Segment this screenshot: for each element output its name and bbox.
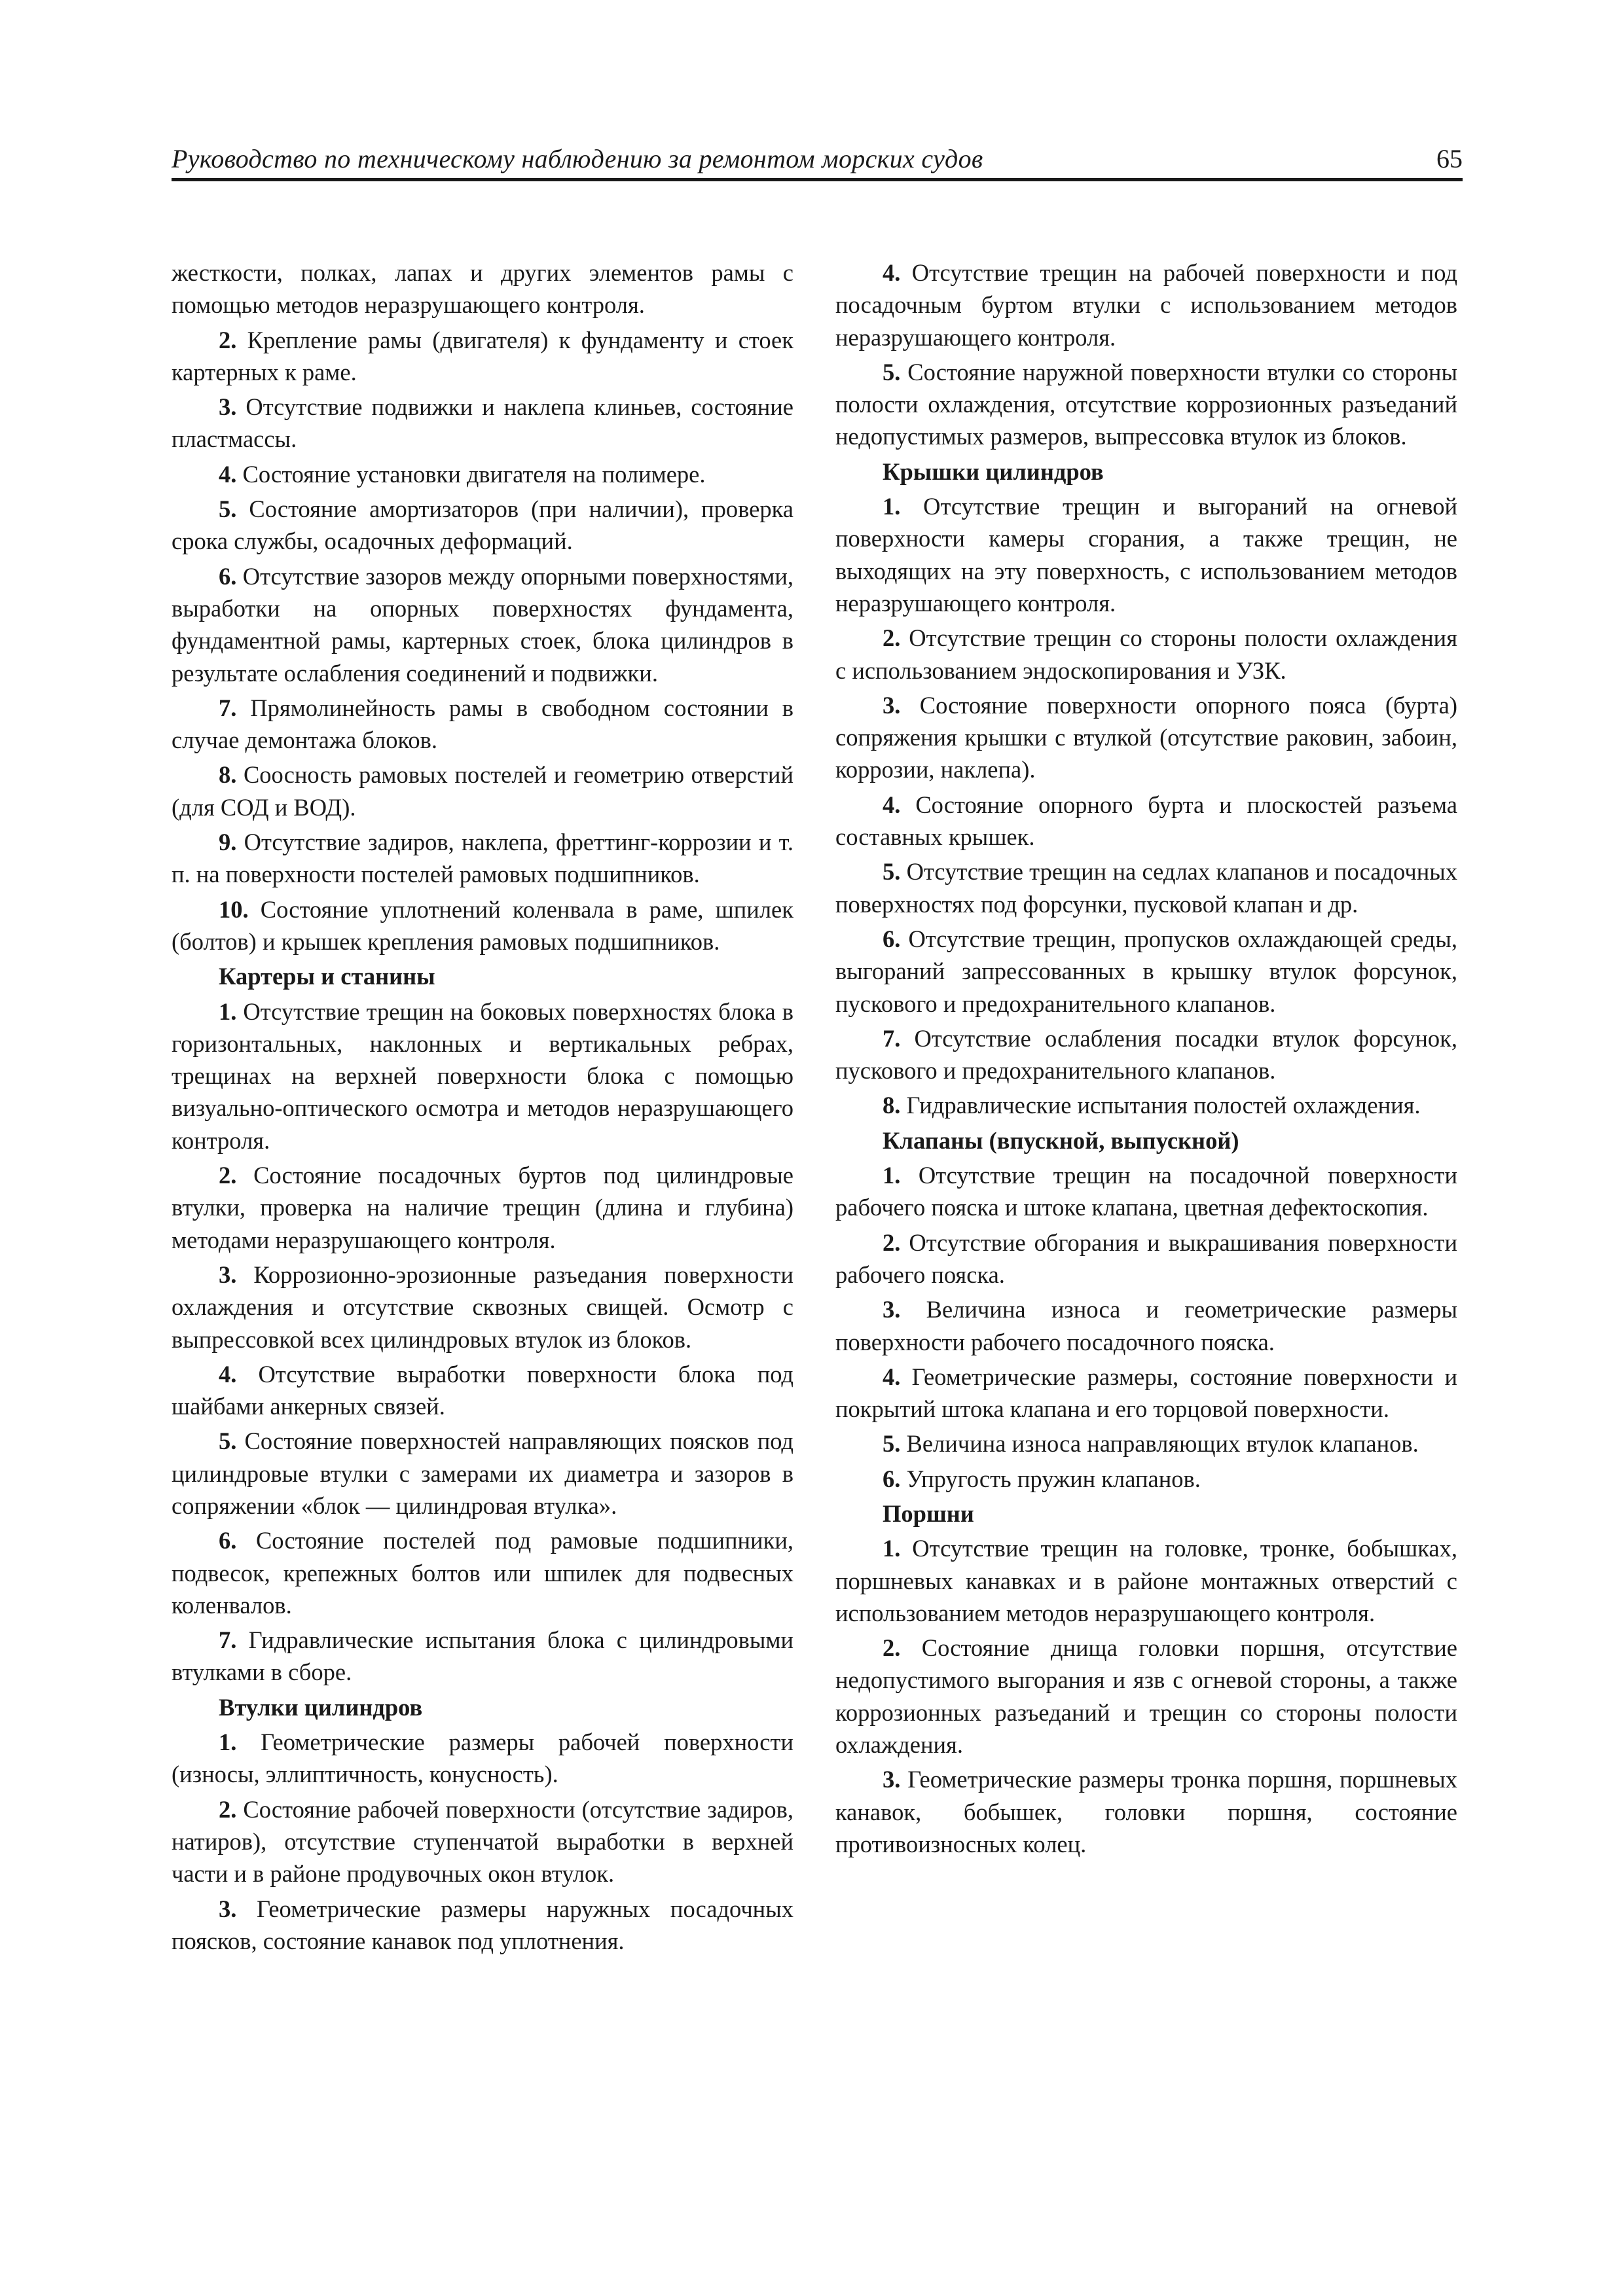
list-item: 5. Состояние амортизаторов (при наличии), проверка срока службы, осадочных деформаций.	[172, 495, 793, 555]
section-heading-liners: Втулки цилиндров	[219, 1693, 423, 1721]
item-number: 3.	[883, 1766, 901, 1793]
list-item: 7. Гидравлические испытания блока с цилиндровыми втулками в сборе.	[172, 1626, 793, 1686]
section-heading-carters: Картеры и станины	[219, 963, 435, 990]
list-item: 2. Крепление рамы (двигателя) к фундаменту и стоек картерных к раме.	[172, 326, 793, 386]
list-item: 5. Состояние поверхностей направляющих поясков под цилиндровые втулки с замерами их диаметра и зазоров в сопряжении «блок — цилиндровая втулка».	[172, 1427, 793, 1519]
section-heading-valves: Клапаны (впускной, выпускной)	[883, 1126, 1239, 1154]
list-item: 3. Коррозионно-эрозионные разъедания поверхности охлаждения и отсутствие сквозных свищей. Осмотр с выпрессовкой всех цилиндровых втулок из блоков.	[172, 1261, 793, 1353]
item-number: 5.	[883, 358, 901, 386]
list-item: 10. Состояние уплотнений коленвала в раме, шпилек (болтов) и крышек крепления рамовых подшипников.	[172, 895, 793, 955]
list-item: 6. Состояние постелей под рамовые подшипники, подвесок, крепежных болтов или шпилек для подвесных коленвалов.	[172, 1527, 793, 1619]
list-item: 6. Отсутствие зазоров между опорными поверхностями, выработки на опорных поверхностях фундамента, фундаментной рамы, картерных стоек, блока цилиндров в результате ослабления соединений и подвижки.	[172, 562, 793, 687]
item-number: 3.	[219, 393, 237, 421]
list-item: 3. Отсутствие подвижки и наклепа клиньев, состояние пластмассы.	[172, 393, 793, 453]
item-number: 4.	[883, 791, 901, 818]
list-item: 8. Соосность рамовых постелей и геометрию отверстий (для СОД и ВОД).	[172, 761, 793, 821]
item-number: 1.	[219, 997, 237, 1025]
item-number: 7.	[219, 1626, 237, 1654]
list-item: 7. Прямолинейность рамы в свободном состоянии в случае демонтажа блоков.	[172, 694, 793, 754]
list-item: 6. Отсутствие трещин, пропусков охлаждающей среды, выгораний запрессованных в крышку втулок форсунок, пускового и предохранительного клапанов.	[835, 925, 1457, 1017]
item-number: 3.	[219, 1895, 237, 1922]
item-number: 5.	[883, 858, 901, 886]
item-number: 4.	[219, 460, 237, 488]
left-column	[172, 257, 793, 1960]
item-number: 3.	[883, 1296, 901, 1323]
item-number: 6.	[883, 925, 901, 952]
list-item: 6. Упругость пружин клапанов.	[883, 1465, 1201, 1492]
list-item: 7. Отсутствие ослабления посадки втулок форсунок, пускового и предохранительного клапанов.	[835, 1024, 1457, 1085]
item-number: 2.	[883, 1229, 901, 1256]
list-item: 3. Геометрические размеры тронка поршня, поршневых канавок, бобышек, головки поршня, состояние противоизносных колец.	[835, 1766, 1457, 1857]
running-title: Руководство по техническому наблюдению за ремонтом морских судов	[172, 144, 983, 173]
item-number: 2.	[883, 1634, 901, 1662]
item-number: 4.	[883, 1363, 901, 1390]
list-item: 9. Отсутствие задиров, наклепа, фреттинг-коррозии и т. п. на поверхности постелей рамовых подшипников.	[172, 829, 793, 888]
list-item: 3. Величина износа и геометрические размеры поверхности рабочего посадочного пояска.	[835, 1296, 1457, 1355]
list-item: 2. Отсутствие трещин со стороны полости охлаждения с использованием эндоскопирования и УЗК.	[835, 624, 1457, 684]
item-number: 8.	[219, 761, 237, 789]
paragraph: жесткости, полках, лапах и других элементов рамы с помощью методов неразрушающего контроля.	[172, 259, 793, 319]
item-number: 2.	[883, 624, 901, 652]
list-item: 5. Величина износа направляющих втулок клапанов.	[883, 1430, 1419, 1458]
item-number: 5.	[219, 1427, 237, 1455]
list-item: 2. Состояние днища головки поршня, отсутствие недопустимого выгорания и язв с огневой стороны, а также коррозионных разъеданий и трещин со стороны полости охлаждения.	[835, 1634, 1457, 1759]
list-item: 8. Гидравлические испытания полостей охлаждения.	[883, 1092, 1421, 1119]
item-number: 1.	[219, 1729, 237, 1756]
page-header	[172, 143, 1463, 179]
list-item: 1. Геометрические размеры рабочей поверхности (износы, эллиптичность, конусность).	[172, 1729, 793, 1788]
section-heading-pistons: Поршни	[883, 1499, 974, 1527]
section-heading-cylinder-covers: Крышки цилиндров	[883, 457, 1104, 485]
list-item: 1. Отсутствие трещин на головке, тронке, бобышках, поршневых канавках и в районе монтажных отверстий с использованием методов неразрушающего контроля.	[835, 1535, 1457, 1626]
list-item: 4. Отсутствие выработки поверхности блока под шайбами анкерных связей.	[172, 1360, 793, 1420]
item-number: 8.	[883, 1092, 901, 1119]
item-number: 1.	[883, 493, 901, 520]
item-number: 6.	[219, 562, 237, 590]
item-number: 1.	[883, 1162, 901, 1189]
list-item: 1. Отсутствие трещин на боковых поверхностях блока в горизонтальных, наклонных и вертикальных ребрах, трещинах на верхней поверхности блока с помощью визуально-оптического осмотра и методов неразрушающего контроля.	[172, 997, 793, 1154]
item-number: 6.	[219, 1527, 237, 1554]
header-rule	[172, 178, 1463, 181]
list-item: 3. Состояние поверхности опорного пояса (бурта) сопряжения крышки с втулкой (отсутствие раковин, забоин, коррозии, наклепа).	[835, 691, 1457, 783]
list-item: 2. Состояние посадочных буртов под цилиндровые втулки, проверка на наличие трещин (длина и глубина) методами неразрушающего контроля.	[172, 1162, 793, 1253]
list-item: 1. Отсутствие трещин на посадочной поверхности рабочего пояска и штоке клапана, цветная дефектоскопия.	[835, 1162, 1457, 1221]
list-item: 4. Геометрические размеры, состояние поверхности и покрытий штока клапана и его торцовой поверхности.	[835, 1363, 1457, 1423]
item-number: 5.	[883, 1430, 901, 1458]
item-number: 7.	[219, 694, 237, 721]
list-item: 2. Состояние рабочей поверхности (отсутствие задиров, натиров), отсутствие ступенчатой выработки в верхней части и в районе продувочных окон втулок.	[172, 1795, 793, 1888]
item-number: 4.	[883, 259, 901, 286]
list-item: 5. Состояние наружной поверхности втулки со стороны полости охлаждения, отсутствие коррозионных разъеданий недопустимых размеров, выпрессовка втулок из блоков.	[835, 358, 1457, 450]
item-number: 3.	[219, 1261, 237, 1288]
item-number: 10.	[219, 895, 249, 923]
list-item: 5. Отсутствие трещин на седлах клапанов и посадочных поверхностях под форсунки, пусковой клапан и др.	[835, 858, 1457, 918]
item-number: 4.	[219, 1360, 237, 1388]
right-column	[835, 257, 1457, 1863]
list-item: 3. Геометрические размеры наружных посадочных поясков, состояние канавок под уплотнения.	[172, 1895, 793, 1954]
page-number: 65	[1436, 144, 1463, 173]
item-number: 3.	[883, 691, 901, 719]
item-number: 7.	[883, 1024, 901, 1052]
item-number: 1.	[883, 1535, 901, 1562]
list-item: 2. Отсутствие обгорания и выкрашивания поверхности рабочего пояска.	[835, 1229, 1457, 1288]
list-item: 4. Состояние опорного бурта и плоскостей разъема составных крышек.	[835, 791, 1457, 851]
item-number: 9.	[219, 829, 237, 856]
list-item: 4. Состояние установки двигателя на полимере.	[219, 460, 706, 488]
list-item: 1. Отсутствие трещин и выгораний на огневой поверхности камеры сгорания, а также трещин, не выходящих на эту поверхность, с использованием методов неразрушающего контроля.	[835, 493, 1457, 617]
list-item: 4. Отсутствие трещин на рабочей поверхности и под посадочным буртом втулки с использованием методов неразрушающего контроля.	[835, 259, 1457, 351]
item-number: 5.	[219, 495, 237, 523]
item-number: 2.	[219, 1162, 237, 1189]
item-number: 2.	[219, 326, 237, 353]
item-number: 2.	[219, 1795, 237, 1823]
item-number: 6.	[883, 1465, 901, 1492]
